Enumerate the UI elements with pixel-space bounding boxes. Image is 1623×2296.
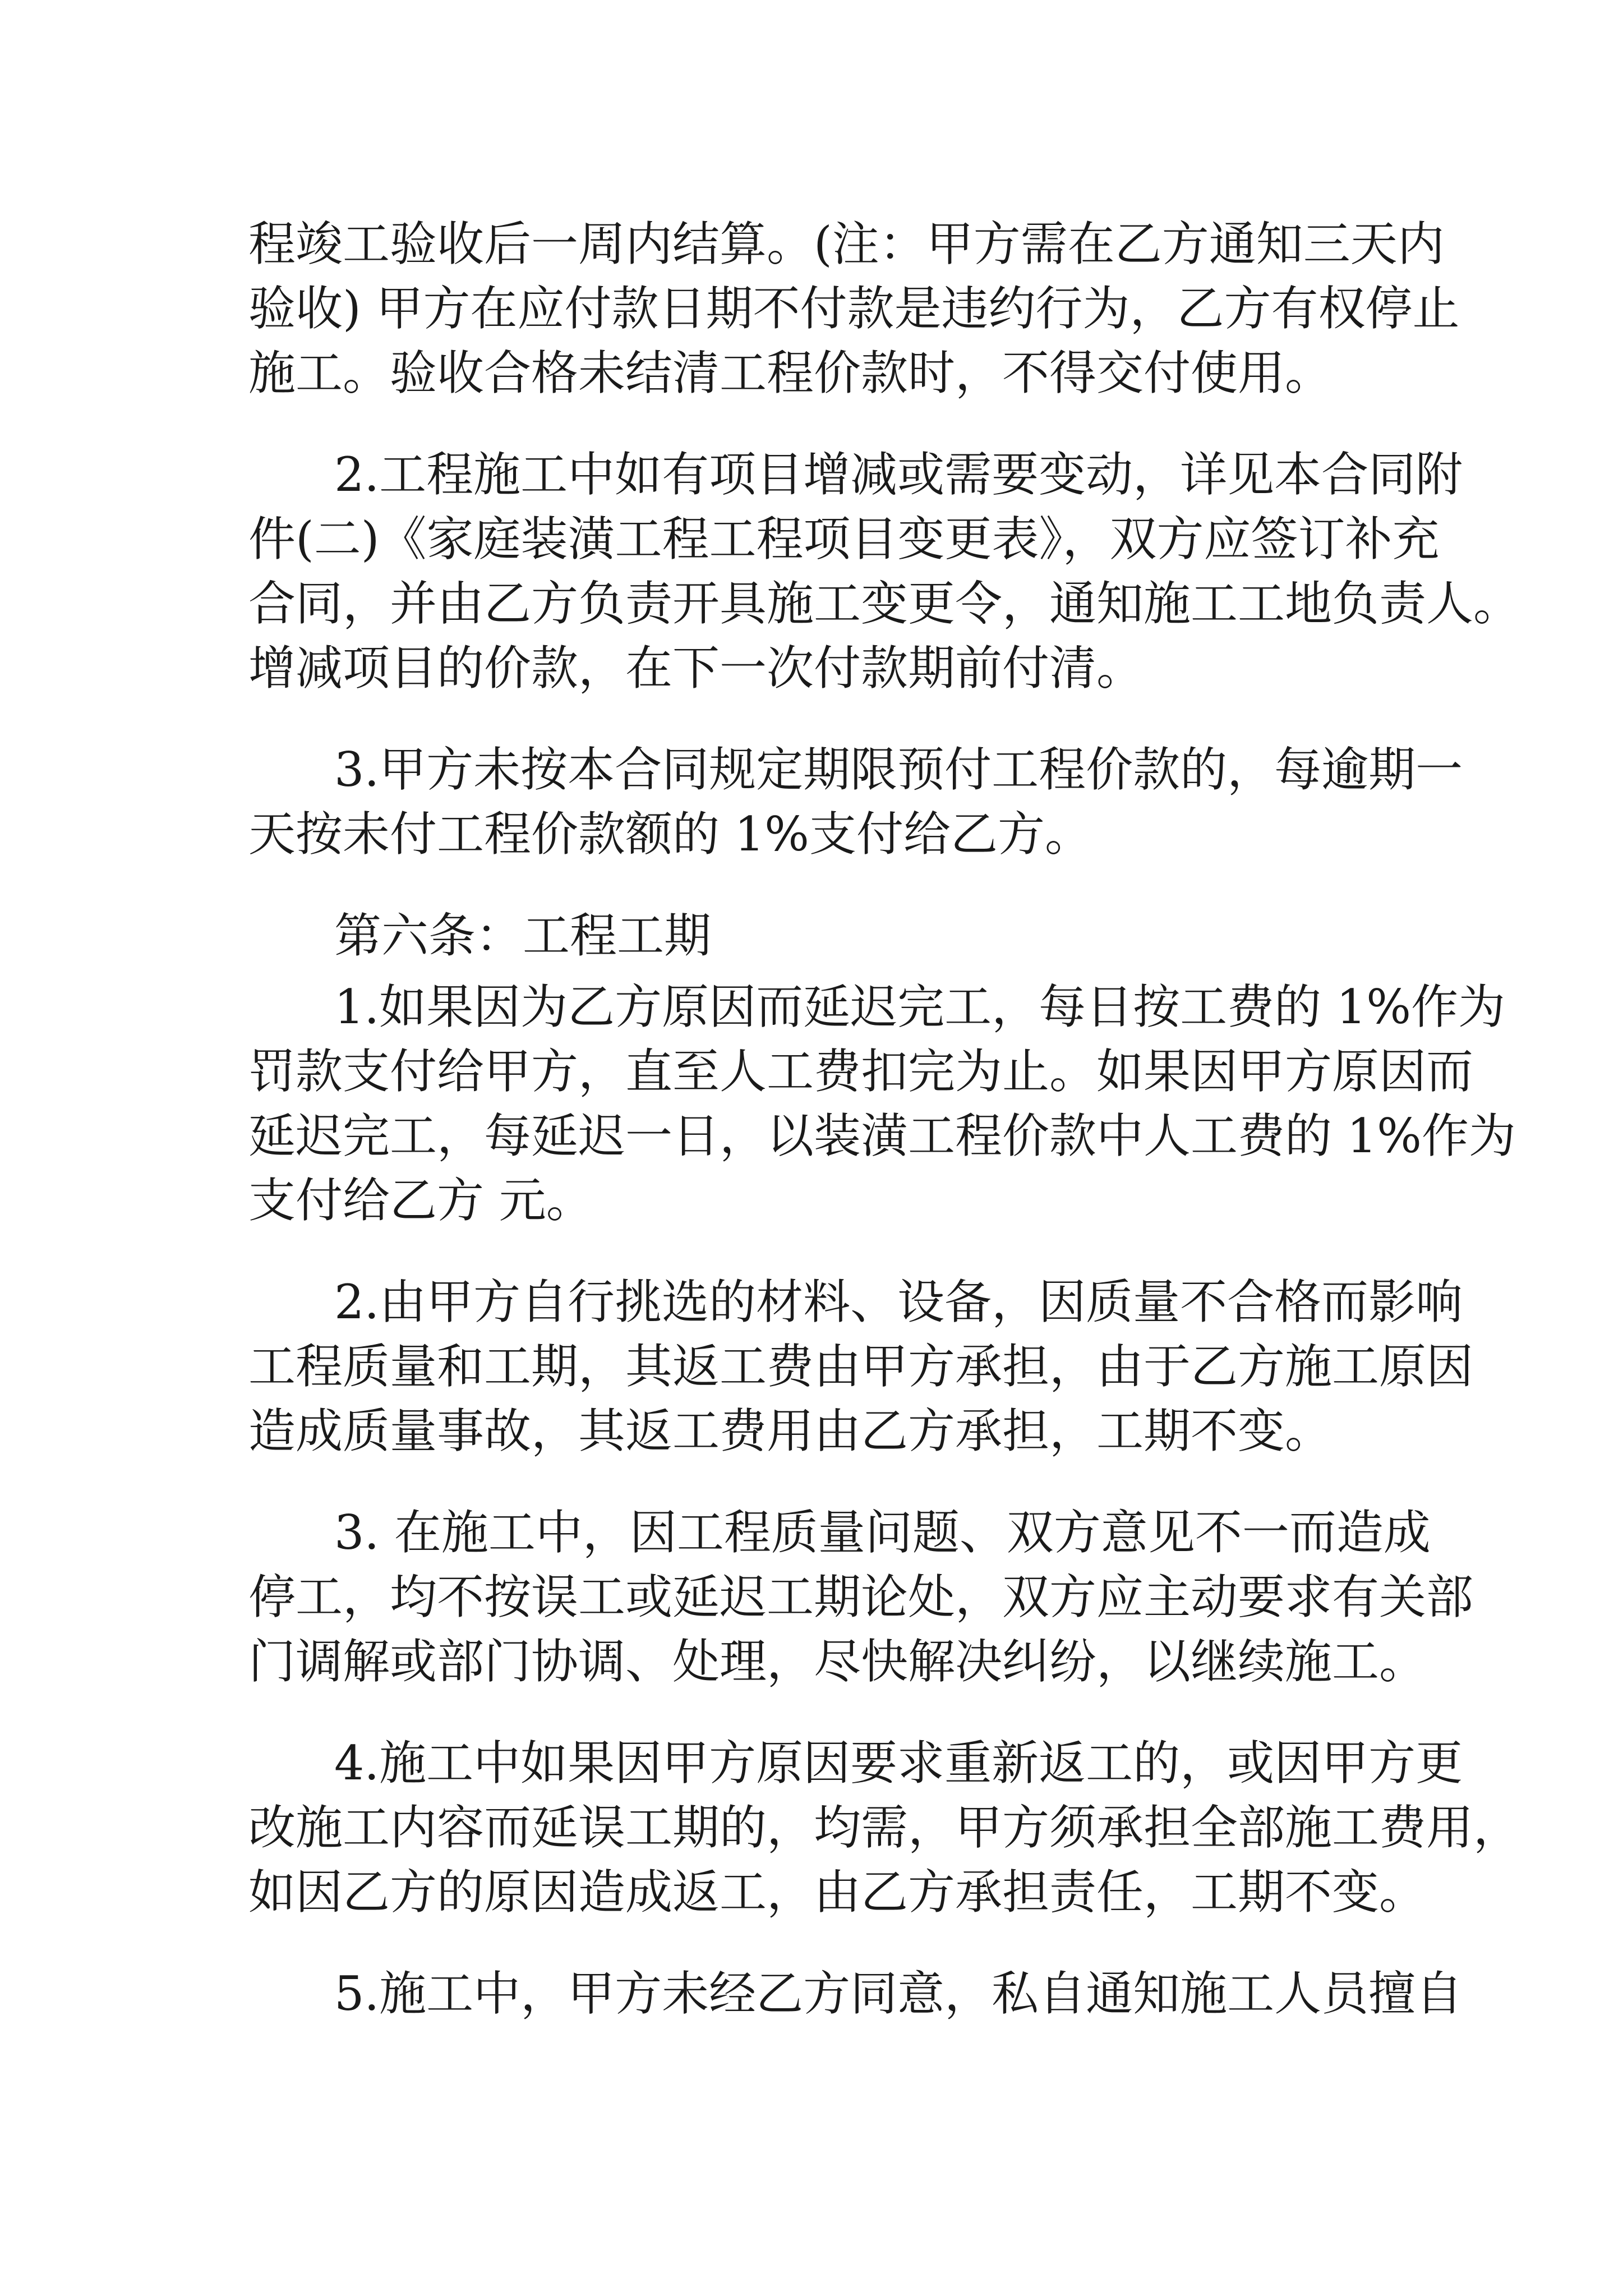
clause-2-line-3: 造成质量事故，其返工费用由乙方承担，工期不变。 [248, 1404, 1332, 1458]
paragraph-2-line-1: 2.工程施工中如有项目增减或需要变动，详见本合同附 [334, 447, 1463, 502]
clause-1-line-1: 1.如果因为乙方原因而延迟完工，每日按工费的 1%作为 [334, 979, 1506, 1034]
clause-1-line-2: 罚款支付给甲方，直至人工费扣完为止。如果因甲方原因而 [248, 1044, 1474, 1099]
paragraph-3-line-1: 3.甲方未按本合同规定期限预付工程价款的，每逾期一 [334, 742, 1463, 797]
text-line-3: 施工。验收合格未结清工程价款时，不得交付使用。 [248, 346, 1332, 401]
paragraph-2-line-3: 合同，并由乙方负责开具施工变更令，通知施工工地负责人。 [248, 576, 1521, 631]
paragraph-2-line-4: 增减项目的价款，在下一次付款期前付清。 [248, 641, 1144, 696]
clause-3-line-1: 3. 在施工中，因工程质量问题、双方意见不一而造成 [334, 1505, 1431, 1560]
clause-2-line-2: 工程质量和工期，其返工费由甲方承担，由于乙方施工原因 [248, 1339, 1474, 1394]
clause-3-line-2: 停工，均不按误工或延迟工期论处，双方应主动要求有关部 [248, 1570, 1474, 1625]
clause-4-line-1: 4.施工中如果因甲方原因要求重新返工的，或因甲方更 [334, 1736, 1463, 1791]
text-line-2: 验收) 甲方在应付款日期不付款是违约行为，乙方有权停止 [248, 281, 1460, 336]
paragraph-2-line-2: 件(二)《家庭装潢工程工程项目变更表》，双方应签订补充 [248, 512, 1440, 567]
text-line-1: 程竣工验收后一周内结算。(注：甲方需在乙方通知三天内 [248, 217, 1445, 272]
clause-1-line-3: 延迟完工，每延迟一日，以装潢工程价款中人工费的 1%作为 [248, 1108, 1516, 1163]
clause-1-line-4: 支付给乙方 元。 [248, 1173, 593, 1228]
section-heading: 第六条：工程工期 [334, 908, 712, 963]
clause-4-line-2: 改施工内容而延误工期的，均需，甲方须承担全部施工费用， [248, 1800, 1521, 1855]
clause-2-line-1: 2.由甲方自行挑选的材料、设备，因质量不合格而影响 [334, 1274, 1463, 1329]
clause-4-line-3: 如因乙方的原因造成返工，由乙方承担责任，工期不变。 [248, 1865, 1427, 1920]
clause-3-line-3: 门调解或部门协调、处理，尽快解决纠纷，以继续施工。 [248, 1634, 1427, 1689]
paragraph-3-line-2: 天按未付工程价款额的 1%支付给乙方。 [248, 807, 1092, 862]
clause-5-line-1: 5.施工中，甲方未经乙方同意，私自通知施工人员擅自 [334, 1966, 1463, 2021]
